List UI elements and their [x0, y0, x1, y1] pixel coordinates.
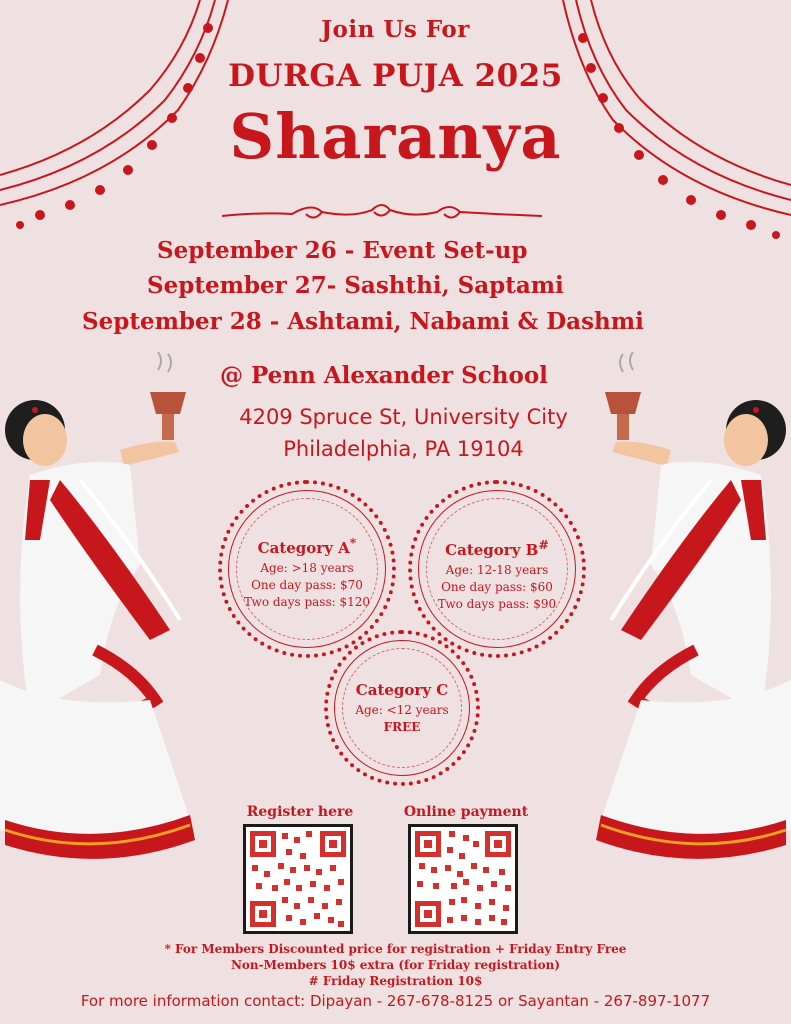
date-line-2: September 27- Sashthi, Saptami: [147, 272, 564, 299]
brand-title: Sharanya: [229, 100, 562, 173]
category-b-card: [422, 536, 572, 613]
register-qr-code[interactable]: [243, 824, 353, 934]
payment-qr-code[interactable]: [408, 824, 518, 934]
category-b-two-days: Two days pass: $90: [437, 597, 557, 611]
dancer-illustration-left: [0, 350, 200, 870]
category-a-card: [232, 534, 382, 611]
category-b-one-day: One day pass: $60: [441, 580, 553, 594]
friday-note: # Friday Registration 10$: [308, 974, 483, 988]
date-line-3: September 28 - Ashtami, Nabami & Dashmi: [82, 308, 644, 335]
payment-label: Online payment: [403, 804, 529, 820]
category-a-age: Age: >18 years: [260, 561, 354, 575]
event-title: DURGA PUJA 2025: [228, 58, 563, 94]
category-c-age: Age: <12 years: [355, 703, 449, 717]
category-a-title: Category A*: [257, 535, 357, 557]
dancer-illustration-right: [591, 350, 791, 870]
category-c-title: Category C: [355, 681, 449, 699]
category-c-free: FREE: [383, 720, 421, 734]
address-line-2: Philadelphia, PA 19104: [283, 437, 524, 461]
join-heading: Join Us For: [321, 16, 470, 43]
date-line-1: September 26 - Event Set-up: [157, 237, 528, 264]
category-a-one-day: One day pass: $70: [251, 578, 363, 592]
address-line-1: 4209 Spruce St, University City: [239, 405, 568, 429]
register-label: Register here: [246, 804, 354, 820]
register-qr-pattern: [246, 827, 350, 931]
venue-name: @ Penn Alexander School: [220, 362, 548, 389]
category-b-title: Category B#: [445, 537, 549, 559]
contact-info: For more information contact: Dipayan - 267-678-8125 or Sayantan - 267-897-1077: [80, 992, 711, 1010]
category-c-card: [332, 682, 472, 736]
flourish-divider: [222, 198, 542, 228]
member-note: * For Members Discounted price for registration + Friday Entry Free: [164, 942, 627, 956]
non-member-note: Non-Members 10$ extra (for Friday registration): [230, 958, 561, 972]
category-b-age: Age: 12-18 years: [445, 563, 549, 577]
payment-qr-pattern: [411, 827, 515, 931]
category-a-two-days: Two days pass: $120: [243, 595, 371, 609]
